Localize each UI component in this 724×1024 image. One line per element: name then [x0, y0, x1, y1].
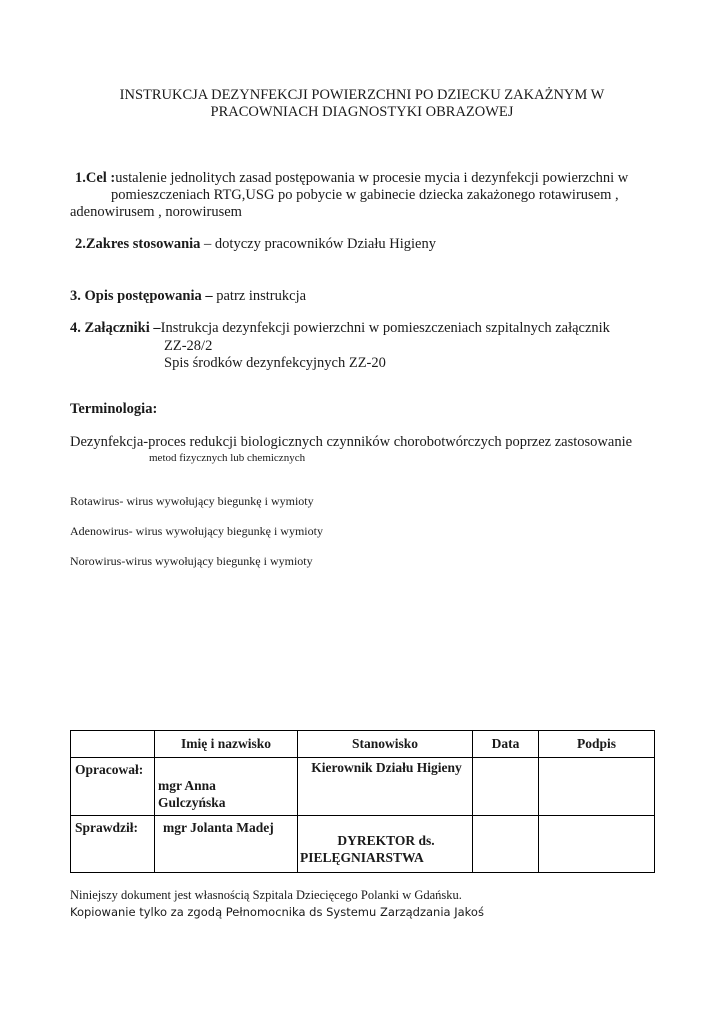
row-name-sprawdzil: mgr Jolanta Madej	[155, 816, 298, 873]
section-zakres	[75, 236, 436, 253]
row-label-opracowal: Opracował:	[71, 758, 155, 816]
row-name-opracowal: mgr Anna Gulczyńska	[155, 758, 298, 816]
row-date-sprawdzil	[473, 816, 539, 873]
zalaczniki-line2: ZZ-28/2	[164, 338, 213, 354]
row-signature-opracowal	[539, 758, 655, 816]
table-header-row	[71, 731, 655, 758]
row-signature-sprawdzil	[539, 816, 655, 873]
dezynfekcja-definition-line2: metod fizycznych lub chemicznych	[149, 452, 306, 464]
opis-text: patrz instrukcja	[212, 288, 307, 304]
header-date: Data	[473, 731, 539, 758]
cel-line1: ustalenie jednolitych zasad postępowania w procesie mycia i dezynfekcji powierzchni w	[115, 170, 629, 186]
zakres-label: 2.Zakres stosowania	[75, 236, 201, 252]
section-opis	[70, 288, 306, 305]
approval-table	[70, 730, 655, 873]
header-name: Imię i nazwisko	[155, 731, 298, 758]
row-position-sprawdzil: DYREKTOR ds. PIELĘGNIARSTWA	[298, 816, 473, 873]
zakres-text: – dotyczy pracowników Działu Higieny	[200, 236, 436, 252]
rotawirus-definition: Rotawirus- wirus wywołujący biegunkę i wymioty	[70, 494, 314, 508]
section-zalaczniki	[70, 320, 610, 337]
zalaczniki-line1: Instrukcja dezynfekcji powierzchni w pomieszczeniach szpitalnych załącznik	[160, 320, 610, 336]
row-date-opracowal	[473, 758, 539, 816]
footer-ownership: Niniejszy dokument jest własnością Szpitala Dziecięcego Polanki w Gdańsku.	[70, 888, 462, 902]
footer-copy-notice: Kopiowanie tylko za zgodą Pełnomocnika ds Systemu Zarządzania Jakoś	[70, 905, 484, 919]
dezynfekcja-definition-line1: Dezynfekcja-proces redukcji biologicznych czynników chorobotwórczych poprzez zastosowanie	[70, 434, 633, 450]
table-row	[71, 816, 655, 873]
header-empty	[71, 731, 155, 758]
header-position: Stanowisko	[298, 731, 473, 758]
document-title-line2: PRACOWNIACH DIAGNOSTYKI OBRAZOWEJ	[210, 104, 514, 120]
document-title-line1: INSTRUKCJA DEZYNFEKCJI POWIERZCHNI PO DZIECKU ZAKAŻNYM W	[119, 87, 605, 103]
norowirus-definition: Norowirus-wirus wywołujący biegunkę i wymioty	[70, 554, 313, 568]
zalaczniki-line3: Spis środków dezynfekcyjnych ZZ-20	[164, 355, 386, 371]
header-signature: Podpis	[539, 731, 655, 758]
terminologia-heading: Terminologia:	[70, 401, 158, 417]
row-label-sprawdzil: Sprawdził:	[71, 816, 155, 873]
adenowirus-definition: Adenowirus- wirus wywołujący biegunkę i wymioty	[70, 524, 323, 538]
cel-label: 1.Cel :	[75, 170, 116, 186]
cel-line2: pomieszczeniach RTG,USG po pobycie w gabinecie dziecka zakażonego rotawirusem ,	[111, 187, 619, 203]
cel-line3: adenowirusem , norowirusem	[70, 204, 242, 220]
zalaczniki-label: 4. Załączniki –	[70, 320, 161, 336]
section-cel	[75, 170, 628, 187]
table-row	[71, 758, 655, 816]
row-position-opracowal: Kierownik Działu Higieny	[298, 758, 473, 816]
opis-label: 3. Opis postępowania –	[70, 288, 213, 304]
